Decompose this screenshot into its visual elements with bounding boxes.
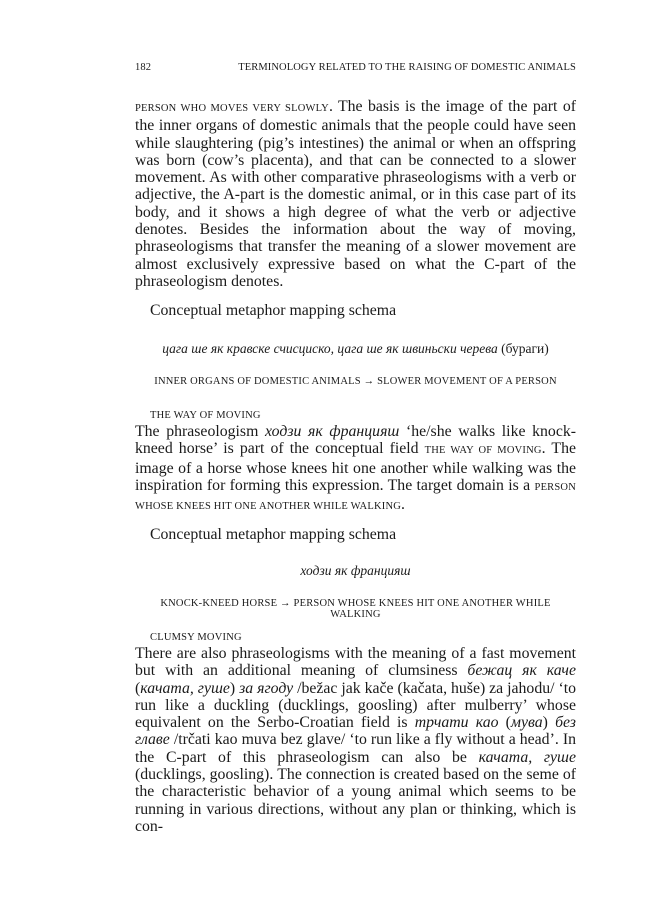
body-paragraph: The phraseologism ходзи як францияш ‘he/she walks like knock-kneed horse’ is part of the conceptual field THE WAY OF MOVING. The image of a horse whose knees hit one another while walking was the inspiration for forming this expression. The target domain is a PERSON WHOSE KNEES HIT ONE ANOTHER WHILE WALKING. bbox=[135, 423, 577, 514]
running-title: TERMINOLOGY RELATED TO THE RAISING OF DOMESTIC ANIMALS bbox=[238, 62, 576, 73]
page-number: 182 bbox=[135, 62, 152, 73]
mapping-line: INNER ORGANS OF DOMESTIC ANIMALS → SLOWER MOVEMENT OF A PERSON bbox=[154, 376, 557, 387]
section-heading: THE WAY OF MOVING bbox=[150, 410, 261, 421]
schema-example: цага ше як кравске счисциско, цага ше як швиньски черева (бураги) bbox=[162, 341, 549, 356]
paragraph-way-of-moving bbox=[135, 423, 576, 515]
body-paragraph: PERSON WHO MOVES VERY SLOWLY. The basis is the image of the part of the inner organs of domestic animals that the people could have seen while slaughtering (pig’s intestines) the animal or when an offspring was born (cow’s placenta), and that can be connected to a slower movement. As with other comparative phraseologisms with a verb or adjective, the A-part is the domestic animal, or in this case part of its body, and it shows a high degree of what the verb or adjective denotes. Besides the information about the way of moving, phraseologisms that transfer the meaning of a slower movement are almost exclusively expressive based on what the C-part of the phraseologism denotes. bbox=[135, 98, 576, 290]
paragraph-clumsy-moving bbox=[135, 645, 576, 835]
schema-example: ходзи як францияш bbox=[300, 563, 411, 578]
running-header bbox=[135, 62, 576, 73]
concept-term: PERSON WHO MOVES VERY SLOWLY bbox=[135, 103, 329, 114]
section-heading: CLUMSY MOVING bbox=[150, 632, 242, 643]
body-paragraph: There are also phraseologisms with the meaning of a fast movement but with an additional meaning of clumsiness бежац як каче (качата, гуше) за ягоду /bežac jak kače (kačata, huše) za jahodu/ ‘to run like a duckling (ducklings, goosling) after mulberry’ whose equivalent on the Serbo-Croatian field is трчати као (мува) без главе /trčati kao muva bez glave/ ‘to run like a fly without a head’. In the C-part of this phraseologism can also be качата, гуше (ducklings, goosling). The connection is created based on the seme of the characteristic behavior of a young animal which seems to be running in various directions, without any plan or thinking, which is con- bbox=[135, 645, 577, 835]
mapping-line: KNOCK-KNEED HORSE → PERSON WHOSE KNEES HIT ONE ANOTHER WHILE WALKING bbox=[160, 598, 551, 620]
schema-label: Conceptual metaphor mapping schema bbox=[150, 526, 397, 543]
paragraph-slow-movement bbox=[135, 98, 576, 290]
schema-label: Conceptual metaphor mapping schema bbox=[150, 302, 397, 319]
